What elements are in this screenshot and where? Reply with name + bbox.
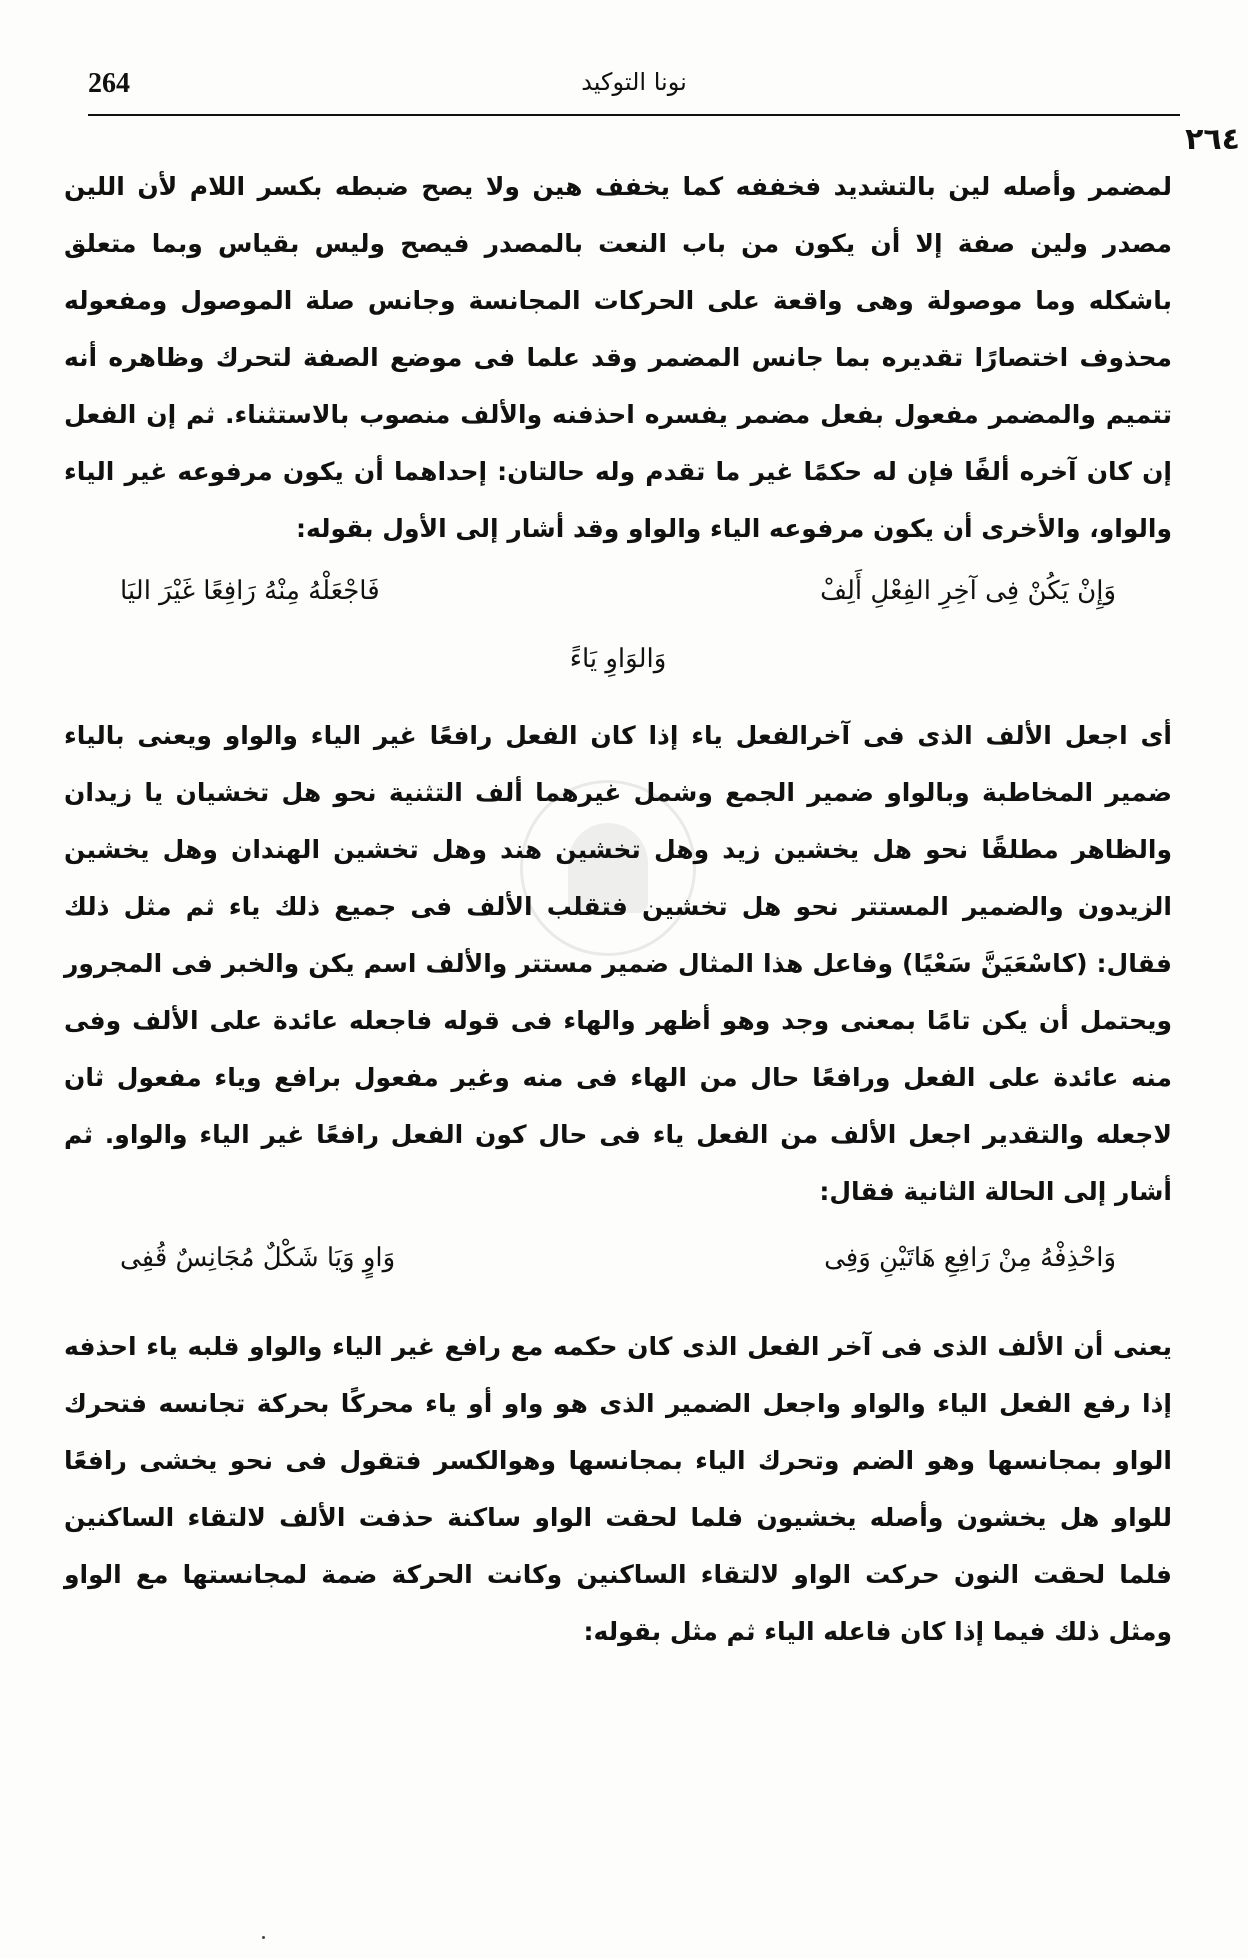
scan-speck [262, 1936, 265, 1939]
verse-2-first-hemistich: وَاحْذِفْهُ مِنْ رَافِعِ هَاتَيْنِ وَفِى [824, 1243, 1116, 1273]
page-number-latin: 264 [88, 68, 130, 99]
verse-1-tail: وَالوَاوِ يَاءً [569, 644, 667, 674]
page-number-arabic: ٢٦٤ [1185, 122, 1240, 157]
verse-2 [64, 1228, 1172, 1288]
paragraph-1: لمضمر وأصله لين بالتشديد فخففه كما يخفف هين ولا يصح ضبطه بكسر اللام لأن اللين مصدر ولين صفة إلا أن يكون من باب النعت بالمصدر فيصح وليس بقياس وبما متعلق باشكله وما موصولة وهى واقعة على الحركات المجانسة وجانس صلة الموصول ومفعوله محذوف اختصارًا تقديره بما جانس المضمر وقد علما فى موضع الصفة لتحرك وظاهره أنه تتميم والمضمر مفعول بفعل مضمر يفسره احذفنه والألف منصوب بالاستثناء. ثم إن الفعل إن كان آخره ألفًا فإن له حكمًا غير ما تقدم وله حالتان: إحداهما أن يكون مرفوعه غير الياء والواو، والأخرى أن يكون مرفوعه الياء والواو وقد أشار إلى الأول بقوله: [64, 172, 1172, 543]
verse-1 [64, 561, 1172, 621]
paragraph-3: يعنى أن الألف الذى فى آخر الفعل الذى كان حكمه مع رافع غير الياء والواو قلبه ياء احذفه إذا رفع الفعل الياء والواو واجعل الضمير الذى هو واو أو ياء محركًا بحركة تجانسه فتحرك الواو بمجانسها وهو الضم وتحرك الياء بمجانسها وهوالكسر فتقول فى نحو يخشى رافعًا للواو هل يخشون وأصله يخشيون فلما لحقت الواو ساكنة حذفت الألف لالتقاء الساكنين فلما لحقت النون حركت الواو لالتقاء الساكنين وكانت الحركة ضمة لمجانستها مع الواو ومثل ذلك فيما إذا كان فاعله الياء ثم مثل بقوله: [64, 1332, 1172, 1646]
verse-1-second-hemistich: فَاجْعَلْهُ مِنْهُ رَافِعًا غَيْرَ اليَا [120, 576, 380, 606]
paragraph-2: أى اجعل الألف الذى فى آخرالفعل ياء إذا كان الفعل رافعًا غير الياء والواو ويعنى بالياء ضمير المخاطبة وبالواو ضمير الجمع وشمل غيرهما ألف التثنية نحو هل تخشيان يا زيدان والظاهر مطلقًا نحو هل يخشين زيد وهل تخشين هند وهل تخشين الهندان وهل يخشين الزيدون والضمير المستتر نحو هل تخشين فتقلب الألف فى جميع ذلك ياء ثم مثل ذلك فقال: (كاسْعَيَنَّ سَعْيًا) وفاعل هذا المثال ضمير مستتر والألف اسم يكن والخبر فى المجرور ويحتمل أن يكن تامًا بمعنى وجد وهو أظهر والهاء فى قوله فاجعله عائدة على الألف وفى منه عائدة على الفعل ورافعًا حال من الهاء فى منه وغير مفعول برافع وياء مفعول ثان لاجعله والتقدير اجعل الألف من الفعل ياء فى حال كون الفعل رافعًا غير الياء والواو. ثم أشار إلى الحالة الثانية فقال: [64, 721, 1172, 1206]
running-title: نونا التوكيد [581, 68, 687, 96]
page-body [64, 158, 1172, 1660]
verse-1-first-hemistich: وَإِنْ يَكُنْ فِى آخِرِ الفِعْلِ أَلِفْ [820, 576, 1116, 606]
page-header [88, 66, 1180, 116]
verse-2-second-hemistich: وَاوٍ وَيَا شَكْلٌ مُجَانِسٌ قُفِى [120, 1243, 396, 1273]
